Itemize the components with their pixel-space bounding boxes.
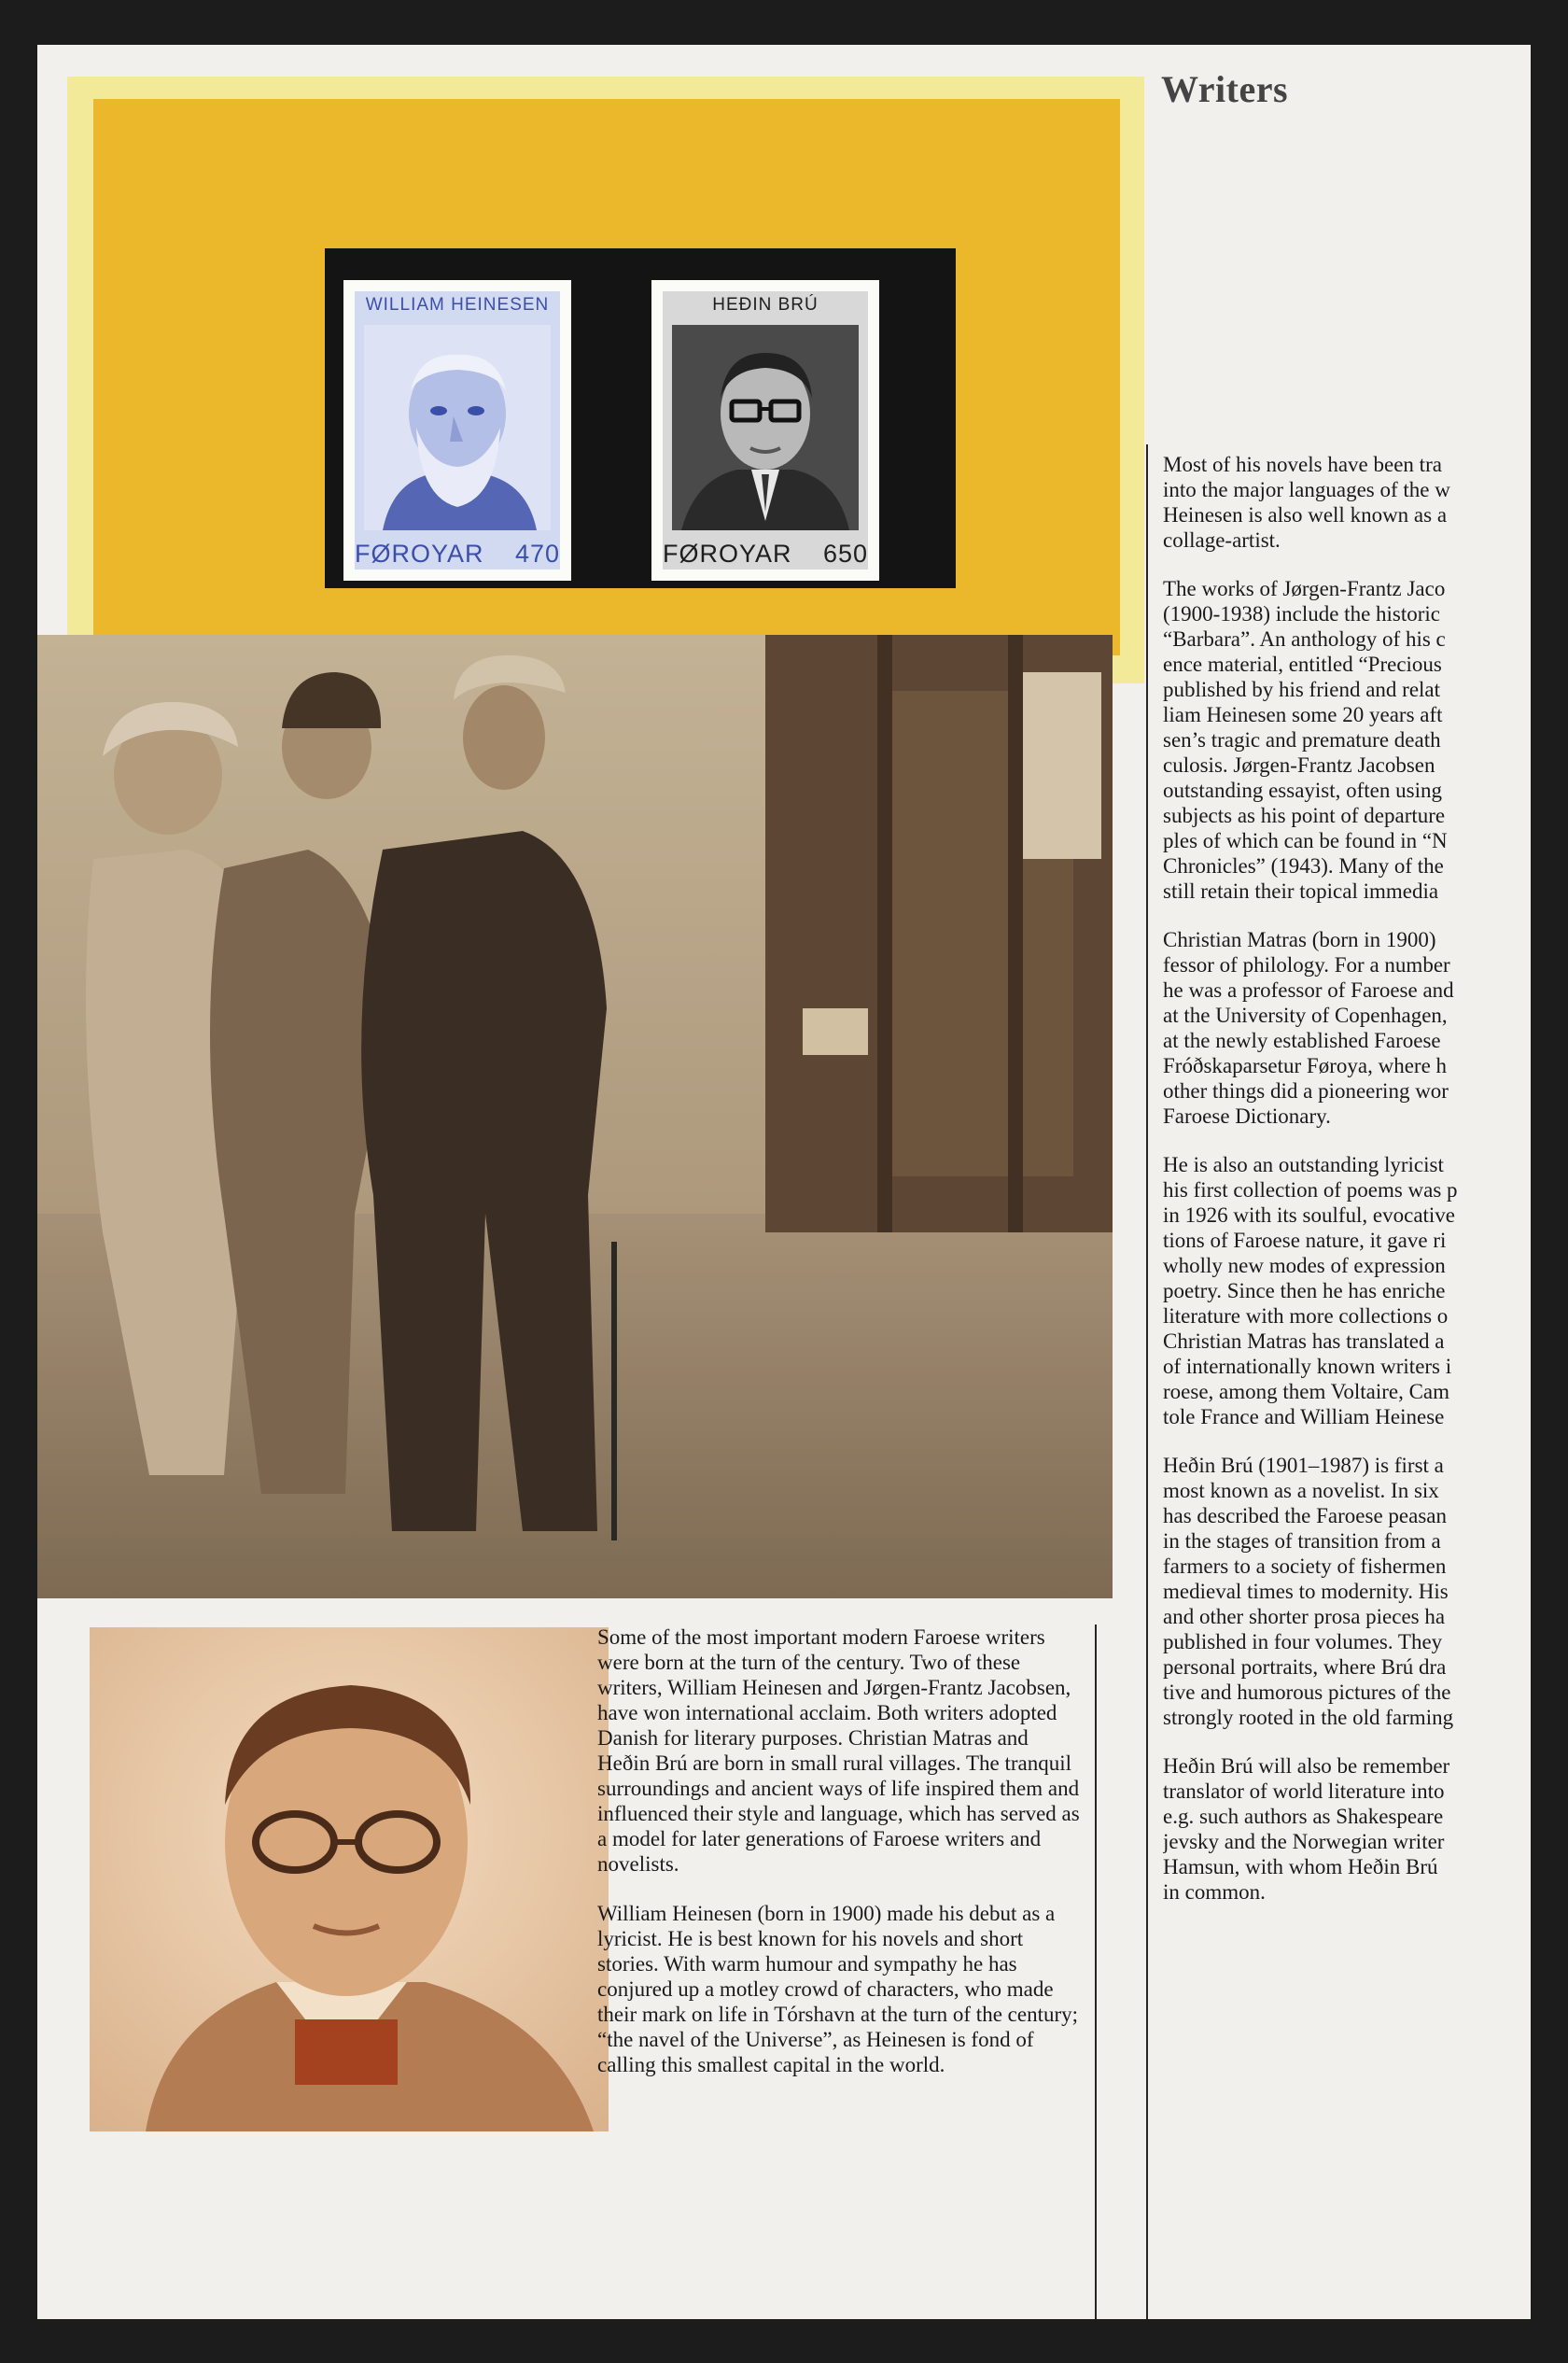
- paragraph-jacobsen: The works of Jørgen-Frantz Jaco (1900-1938) include the historic “Barbara”. An anthology of his c ence material, entitled “Precious published by his friend and relat liam Heinesen some 20 years aft sen’s tragic and premature death culosis. Jørgen-Frantz Jacobsen outstanding essayist, often using subjects as his point of departure ples of which can be found in “N Chronicles” (1943). Many of the still retain their topical immedia: [1163, 577, 1448, 903]
- stamp-portrait-heinesen: [364, 325, 551, 530]
- paragraph-bru: Heðin Brú (1901–1987) is first a most known as a novelist. In six has described the Faroese peasan in the stages of transition from a farmers to a society of fishermen medieval times to modernity. His and other shorter prosa pieces ha published in four volumes. They personal portraits, where Brú dra tive and humorous pictures of the strongly rooted in the old farming: [1163, 1454, 1454, 1729]
- stamp-value: 470: [514, 540, 560, 568]
- column-divider-left: [1095, 1625, 1097, 2319]
- paragraph-intro: Some of the most important modern Faroese writers were born at the turn of the century. Two of these writers, William Heinesen and Jørgen-Frantz Jacobsen, have won international acclaim. Both writers adopted Danish for literary purposes. Christian Matras and Heðin Brú are born in small rural villages. The tranquil surroundings and ancient ways of life inspired them and influenced their style and language, which has served as a model for later generations of Faroese writers and novelists.: [597, 1625, 1080, 1876]
- photo-portrait-hedin-bru: [90, 1627, 609, 2131]
- stamp-william-heinesen: [343, 280, 571, 581]
- stamp-name: HEÐIN BRÚ: [712, 295, 819, 315]
- stamp-country: FØROYAR: [355, 540, 484, 568]
- booklet-page: [37, 45, 1531, 2319]
- stamp-portrait-bru: [672, 325, 859, 530]
- stamp-display-panel: [93, 99, 1120, 655]
- paragraph-heinesen: William Heinesen (born in 1900) made his debut as a lyricist. He is best known for his novels and short stories. With warm humour and sympathy he has conjured up a motley crowd of characters, who made their mark on life in Tórshavn at the turn of the century; “the navel of the Universe”, as Heinesen is fond of calling this smallest capital in the world.: [597, 1902, 1079, 2076]
- paragraph-bru-translator: Heðin Brú will also be remember translator of world literature into e.g. such authors as Shakespeare jevsky and the Norwegian writer Hamsun, with whom Heðin Brú in common.: [1163, 1754, 1450, 1904]
- photo-three-writers: [37, 635, 1113, 1598]
- column-divider-right: [1146, 444, 1148, 2319]
- page-title: Writers: [1161, 68, 1289, 110]
- paragraph-matras-lyricist: He is also an outstanding lyricist his first collection of poems was p in 1926 with its soulful, evocative tions of Faroese nature, it gave ri wholly new modes of expression poetry. Since then he has enriche literature with more collections o Christian Matras has translated a of internationally known writers i roese, among them Voltaire, Cam tole France and William Heinese: [1163, 1153, 1458, 1428]
- intro-text-column: [597, 1625, 1083, 2102]
- stamp-country: FØROYAR: [663, 540, 792, 568]
- stamp-hedin-bru: [651, 280, 879, 581]
- writers-text-column: [1163, 452, 1518, 1928]
- stamp-value: 650: [822, 540, 868, 568]
- paragraph-heinesen-novels: Most of his novels have been tra into the major languages of the w Heinesen is also well known as a collage-artist.: [1163, 453, 1450, 552]
- paragraph-matras: Christian Matras (born in 1900) fessor of philology. For a number he was a professor of Faroese and at the University of Copenhagen, at the newly established Faroese Fróðskaparsetur Føroya, where h other things did a pioneering wor Faroese Dictionary.: [1163, 928, 1454, 1128]
- stamp-mount: [325, 248, 956, 588]
- stamp-name: WILLIAM HEINESEN: [365, 295, 550, 315]
